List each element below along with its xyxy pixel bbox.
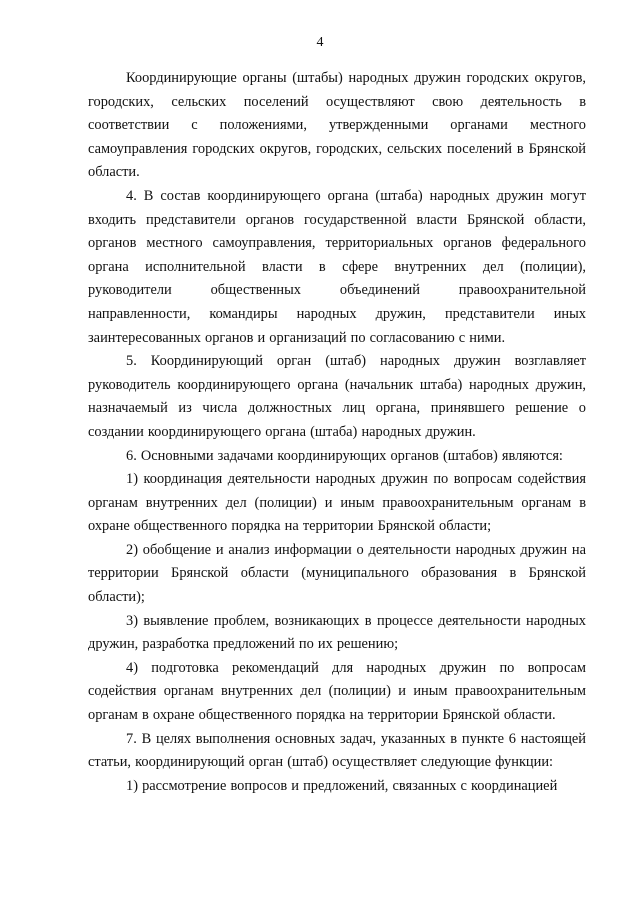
paragraph-6-item-1: 1) координация деятельности народных дружин по вопросам содействия органам внутренних дел (полиции) и иным правоохранительным органам в охране общественного порядка на территории Брянской области; [88, 471, 586, 535]
paragraph-5: 5. Координирующий орган (штаб) народных дружин возглавляет руководитель координирующего органа (начальник штаба) народных дружин, назначаемый из числа должностных лиц органа, принявшего решение о создании координирующего органа (штаба) народных дружин. [88, 353, 586, 440]
paragraph-4: 4. В состав координирующего органа (штаба) народных дружин могут входить представители органов государственной власти Брянской области, органов местного самоуправления, территориальных органов федерального органа исполнительной власти в сфере внутренних дел (полиции), руководители общественных объединений правоохранительной направленности, командиры народных дружин, представители иных заинтересованных органов и организаций по согласованию с ними. [88, 187, 586, 346]
page-number: 4 [316, 35, 324, 50]
paragraph-7: 7. В целях выполнения основных задач, указанных в пункте 6 настоящей статьи, координирующий орган (штаб) осуществляет следующие функции: [88, 730, 586, 771]
paragraph-6-item-2: 2) обобщение и анализ информации о деятельности народных дружин на территории Брянской области (муниципального образования в Брянской области); [88, 541, 586, 606]
document-body [88, 67, 586, 798]
paragraph-6-item-3: 3) выявление проблем, возникающих в процессе деятельности народных дружин, разработка предложений по их решению; [88, 612, 586, 653]
paragraph-6: 6. Основными задачами координирующих органов (штабов) являются: [126, 447, 563, 464]
paragraph-intro: Координирующие органы (штабы) народных дружин городских округов, городских, сельских поселений осуществляют свою деятельность в соответствии с положениями, утвержденными органами местного самоуправления городских округов, городских, сельских поселений в Брянской области. [88, 70, 586, 181]
paragraph-7-item-1: 1) рассмотрение вопросов и предложений, связанных с координацией [126, 777, 558, 794]
paragraph-6-item-4: 4) подготовка рекомендаций для народных дружин по вопросам содействия органам внутренних дел (полиции) и иным правоохранительным органам в охране общественного порядка на территории Брянской области. [88, 659, 586, 724]
